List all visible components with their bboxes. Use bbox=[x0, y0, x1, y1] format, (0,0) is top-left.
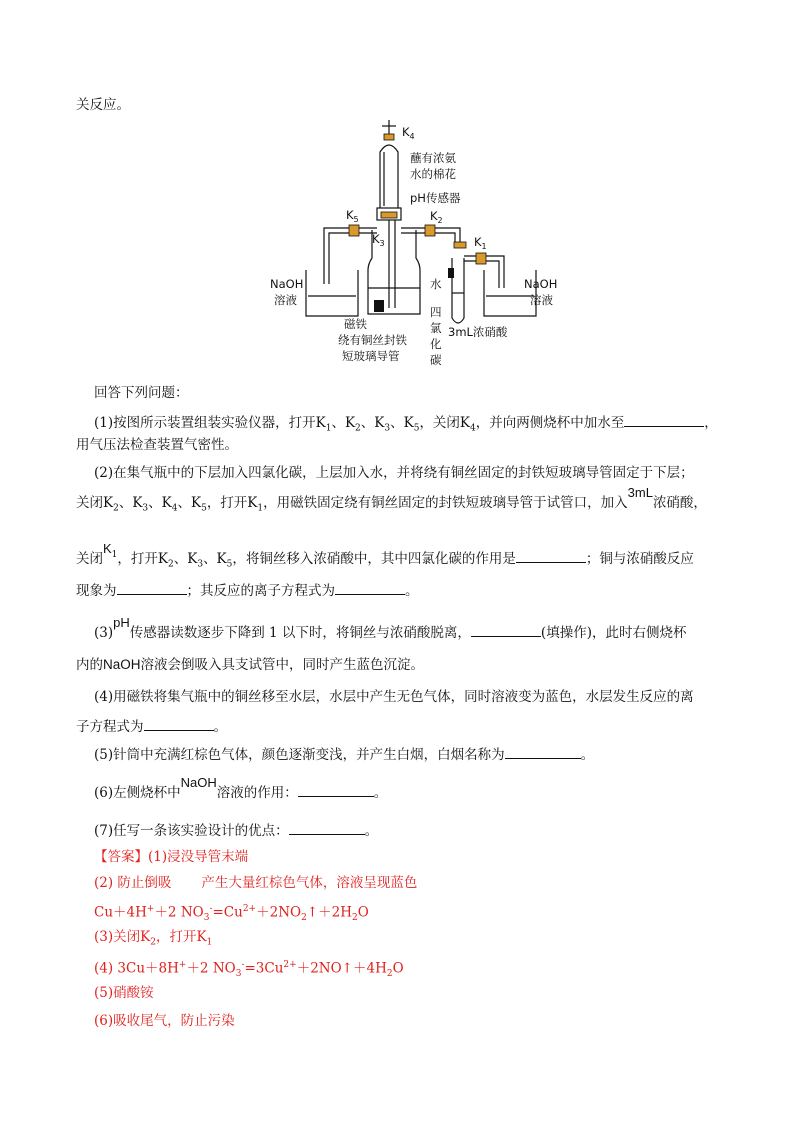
water-label: 水 bbox=[430, 277, 442, 291]
tube-label-2: 短玻璃导管 bbox=[342, 349, 400, 363]
answer-blank[interactable] bbox=[144, 716, 214, 731]
answer-blank[interactable] bbox=[289, 820, 365, 835]
cotton-label-2: 水的棉花 bbox=[410, 167, 456, 181]
k2-label: $K_2$ bbox=[430, 209, 443, 225]
tube-label-1: 绕有铜丝封铁 bbox=[338, 333, 407, 347]
answer-tag: 【答案】 bbox=[94, 849, 148, 865]
answer-3: (3)关闭$K_2$，打开$K_1$ bbox=[94, 929, 213, 948]
answer-4: (4) 3Cu＋8H+＋2 $NO_3^-=3Cu^{2+}+2NO↑+4H_2O$ bbox=[94, 960, 404, 980]
question-4-line-2: 子方程式为 。 bbox=[76, 716, 227, 736]
question-4-line-1: (4)用磁铁将集气瓶中的铜丝移至水层，水层中产生无色气体，同时溶液变为蓝色，水层发生反应的离 bbox=[94, 689, 694, 705]
right-naoh-label-1: NaOH bbox=[524, 277, 558, 291]
k1-label: $K_1$ bbox=[474, 235, 487, 251]
question-2-line-1: (2)在集气瓶中的下层加入四氯化碳，上层加入水，并将绕有铜丝固定的封铁短玻璃导管固定于下层； bbox=[94, 465, 694, 481]
ccl4-label-3: 碳 bbox=[430, 353, 442, 367]
answer-2: (2) 防止倒吸 产生大量红棕色气体，溶液呈现蓝色 bbox=[94, 875, 418, 891]
question-3-line-2: 内的NaOH溶液会倒吸入具支试管中，同时产生蓝色沉淀。 bbox=[76, 657, 425, 673]
question-3-line-1: (3)pH传感器读数逐步下降到 1 以下时，将铜丝与浓硝酸脱离， (填操作)，此时右侧烧杯 bbox=[94, 615, 687, 641]
ccl4-label-2: 化 bbox=[430, 337, 442, 351]
left-naoh-label-1: NaOH bbox=[270, 277, 304, 291]
k3-label: $K_3$ bbox=[372, 232, 385, 248]
answer-5: (5)硝酸铵 bbox=[94, 985, 154, 1001]
k5-label: $K_5$ bbox=[346, 208, 359, 224]
answer-6: (6)吸收尾气，防止污染 bbox=[94, 1013, 235, 1029]
answer-blank[interactable] bbox=[516, 548, 586, 563]
question-2-line-4: 现象为 ；其反应的离子方程式为 。 bbox=[76, 580, 419, 600]
questions-header: 回答下列问题： bbox=[94, 385, 189, 401]
answer-blank[interactable] bbox=[117, 580, 187, 595]
question-1-line-1: (1)按图所示装置组装实验仪器，打开$K_1$、$K_2$、$K_3$、$K_5$，关闭$K_4$，并向两侧烧杯中加水至 ， bbox=[94, 412, 718, 438]
question-2-line-2: 关闭$K_2$、$K_3$、$K_4$、$K_5$，打开$K_1$，用磁铁固定绕有铜丝固定的封铁短玻璃导管于试管口，加入3mL浓硝酸， bbox=[76, 485, 707, 514]
intro-text: 关反应。 bbox=[76, 97, 130, 113]
question-5: (5)针筒中充满红棕色气体，颜色逐渐变浅，并产生白烟，白烟名称为 。 bbox=[94, 744, 594, 764]
apparatus-figure bbox=[262, 118, 562, 368]
ccl4-label-1: 氯 bbox=[430, 321, 442, 335]
answer-1: 【答案】(1)浸没导管末端 bbox=[94, 849, 249, 865]
answer-2-equation: Cu＋4H+＋2 $NO_3^-=Cu^{2+}+2NO_2↑+2H_2O$ bbox=[94, 904, 369, 924]
answer-blank[interactable] bbox=[505, 744, 581, 759]
right-naoh-label-2: 溶液 bbox=[530, 293, 553, 307]
question-1-line-2: 用气压法检查装置气密性。 bbox=[76, 437, 238, 453]
ccl4-label-0: 四 bbox=[430, 305, 442, 319]
ph-sensor-label: pH传感器 bbox=[410, 191, 461, 205]
question-7: (7)任写一条该实验设计的优点： 。 bbox=[94, 820, 378, 840]
question-2-line-3: 关闭$K_1$，打开$K_2$、$K_3$、$K_5$，将铜丝移入浓硝酸中，其中四氯化碳的作用是 ；铜与浓硝酸反应 bbox=[76, 541, 694, 570]
answer-blank[interactable] bbox=[471, 622, 541, 637]
k4-label: $K_4$ bbox=[402, 125, 415, 141]
magnet-label: 磁铁 bbox=[344, 317, 367, 331]
question-6: (6)左侧烧杯中NaOH溶液的作用： 。 bbox=[94, 775, 388, 801]
left-naoh-label-2: 溶液 bbox=[274, 293, 297, 307]
answer-blank[interactable] bbox=[624, 412, 704, 427]
cotton-label-1: 蘸有浓氨 bbox=[410, 151, 456, 165]
answer-blank[interactable] bbox=[335, 580, 405, 595]
answer-blank[interactable] bbox=[298, 782, 374, 797]
acid-label: 3mL浓硝酸 bbox=[448, 325, 508, 339]
